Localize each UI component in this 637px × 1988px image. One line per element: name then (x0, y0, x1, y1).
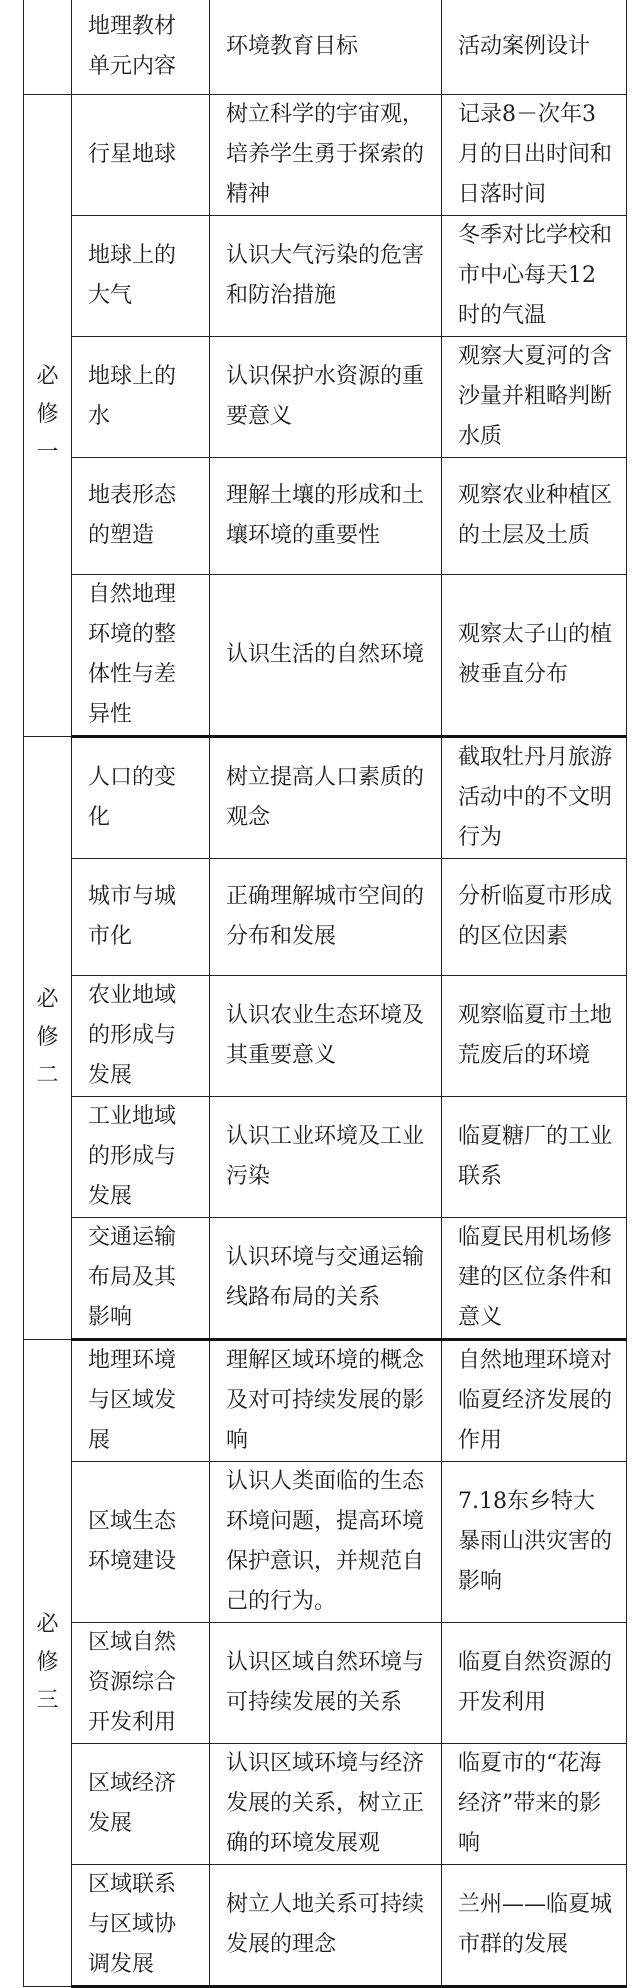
case-cell: 分析临夏市形成的区位因素 (442, 858, 627, 975)
content-cell: 行星地球 (72, 94, 210, 215)
case-cell: 临夏市的“花海经济”带来的影响 (442, 1743, 627, 1864)
content-cell: 城市与城市化 (72, 858, 210, 975)
goal-cell: 认识保护水资源的重要意义 (210, 336, 442, 457)
header-unit-cell (24, 0, 72, 94)
content-cell: 工业地域的形成与发展 (72, 1096, 210, 1217)
content-cell: 地球上的大气 (72, 215, 210, 336)
unit-cell (24, 94, 72, 736)
goal-cell: 认识区域自然环境与可持续发展的关系 (210, 1622, 442, 1743)
content-cell: 区域生态环境建设 (72, 1461, 210, 1622)
goal-cell: 理解区域环境的概念及对可持续发展的影响 (210, 1339, 442, 1461)
goal-cell: 认识工业环境及工业污染 (210, 1096, 442, 1217)
case-cell: 截取牡丹月旅游活动中的不文明行为 (442, 736, 627, 858)
content-cell: 交通运输布局及其影响 (72, 1217, 210, 1339)
content-cell: 农业地域的形成与发展 (72, 975, 210, 1096)
content-cell: 地理环境与区域发展 (72, 1339, 210, 1461)
case-cell: 观察太子山的植被垂直分布 (442, 574, 627, 736)
unit-label: 必修三 (36, 1611, 59, 1713)
content-cell: 自然地理环境的整体性与差异性 (72, 574, 210, 736)
table-row (24, 1864, 627, 1986)
table-row (24, 1461, 627, 1622)
goal-cell: 理解土壤的形成和土壤环境的重要性 (210, 457, 442, 574)
case-cell: 自然地理环境对临夏经济发展的作用 (442, 1339, 627, 1461)
header-goal-cell: 环境教育目标 (210, 0, 442, 94)
table-header-row (24, 0, 627, 94)
content-cell: 区域联系与区域协调发展 (72, 1864, 210, 1986)
case-cell: 观察农业种植区的土层及土质 (442, 457, 627, 574)
case-cell: 观察大夏河的含沙量并粗略判断水质 (442, 336, 627, 457)
table-row (24, 1217, 627, 1339)
case-cell: 临夏民用机场修建的区位条件和意义 (442, 1217, 627, 1339)
case-cell: 临夏自然资源的开发利用 (442, 1622, 627, 1743)
header-content-cell: 地理教材单元内容 (72, 0, 210, 94)
table-row (24, 215, 627, 336)
content-cell: 区域经济发展 (72, 1743, 210, 1864)
environment-education-table (23, 0, 627, 1988)
unit-cell (24, 1339, 72, 1986)
goal-cell: 认识大气污染的危害和防治措施 (210, 215, 442, 336)
unit-cell (24, 736, 72, 1339)
table-row (24, 1096, 627, 1217)
table-row (24, 858, 627, 975)
content-cell: 人口的变化 (72, 736, 210, 858)
goal-cell: 认识生活的自然环境 (210, 574, 442, 736)
goal-cell: 认识农业生态环境及其重要意义 (210, 975, 442, 1096)
case-cell: 冬季对比学校和市中心每天12时的气温 (442, 215, 627, 336)
table-row (24, 574, 627, 736)
goal-cell: 树立人地关系可持续发展的理念 (210, 1864, 442, 1986)
table-row (24, 975, 627, 1096)
case-cell: 记录8－次年3月的日出时间和日落时间 (442, 94, 627, 215)
goal-cell: 树立提高人口素质的观念 (210, 736, 442, 858)
table-row (24, 1339, 627, 1461)
table-row (24, 736, 627, 858)
goal-cell: 认识人类面临的生态环境问题，提高环境保护意识，并规范自己的行为。 (210, 1461, 442, 1622)
goal-cell: 认识区域环境与经济发展的关系，树立正确的环境发展观 (210, 1743, 442, 1864)
content-cell: 区域自然资源综合开发利用 (72, 1622, 210, 1743)
table-row (24, 1743, 627, 1864)
unit-label: 必修一 (36, 364, 59, 465)
case-cell: 观察临夏市土地荒废后的环境 (442, 975, 627, 1096)
case-cell: 兰州——临夏城市群的发展 (442, 1864, 627, 1986)
table-row (24, 336, 627, 457)
header-case-cell: 活动案例设计 (442, 0, 627, 94)
table-row (24, 457, 627, 574)
content-cell: 地球上的水 (72, 336, 210, 457)
unit-label: 必修二 (36, 986, 59, 1088)
table-row (24, 94, 627, 215)
case-cell: 临夏糖厂的工业联系 (442, 1096, 627, 1217)
goal-cell: 认识环境与交通运输线路布局的关系 (210, 1217, 442, 1339)
table-row (24, 1622, 627, 1743)
goal-cell: 正确理解城市空间的分布和发展 (210, 858, 442, 975)
case-cell: 7.18东乡特大暴雨山洪灾害的影响 (442, 1461, 627, 1622)
content-cell: 地表形态的塑造 (72, 457, 210, 574)
goal-cell: 树立科学的宇宙观，培养学生勇于探索的精神 (210, 94, 442, 215)
